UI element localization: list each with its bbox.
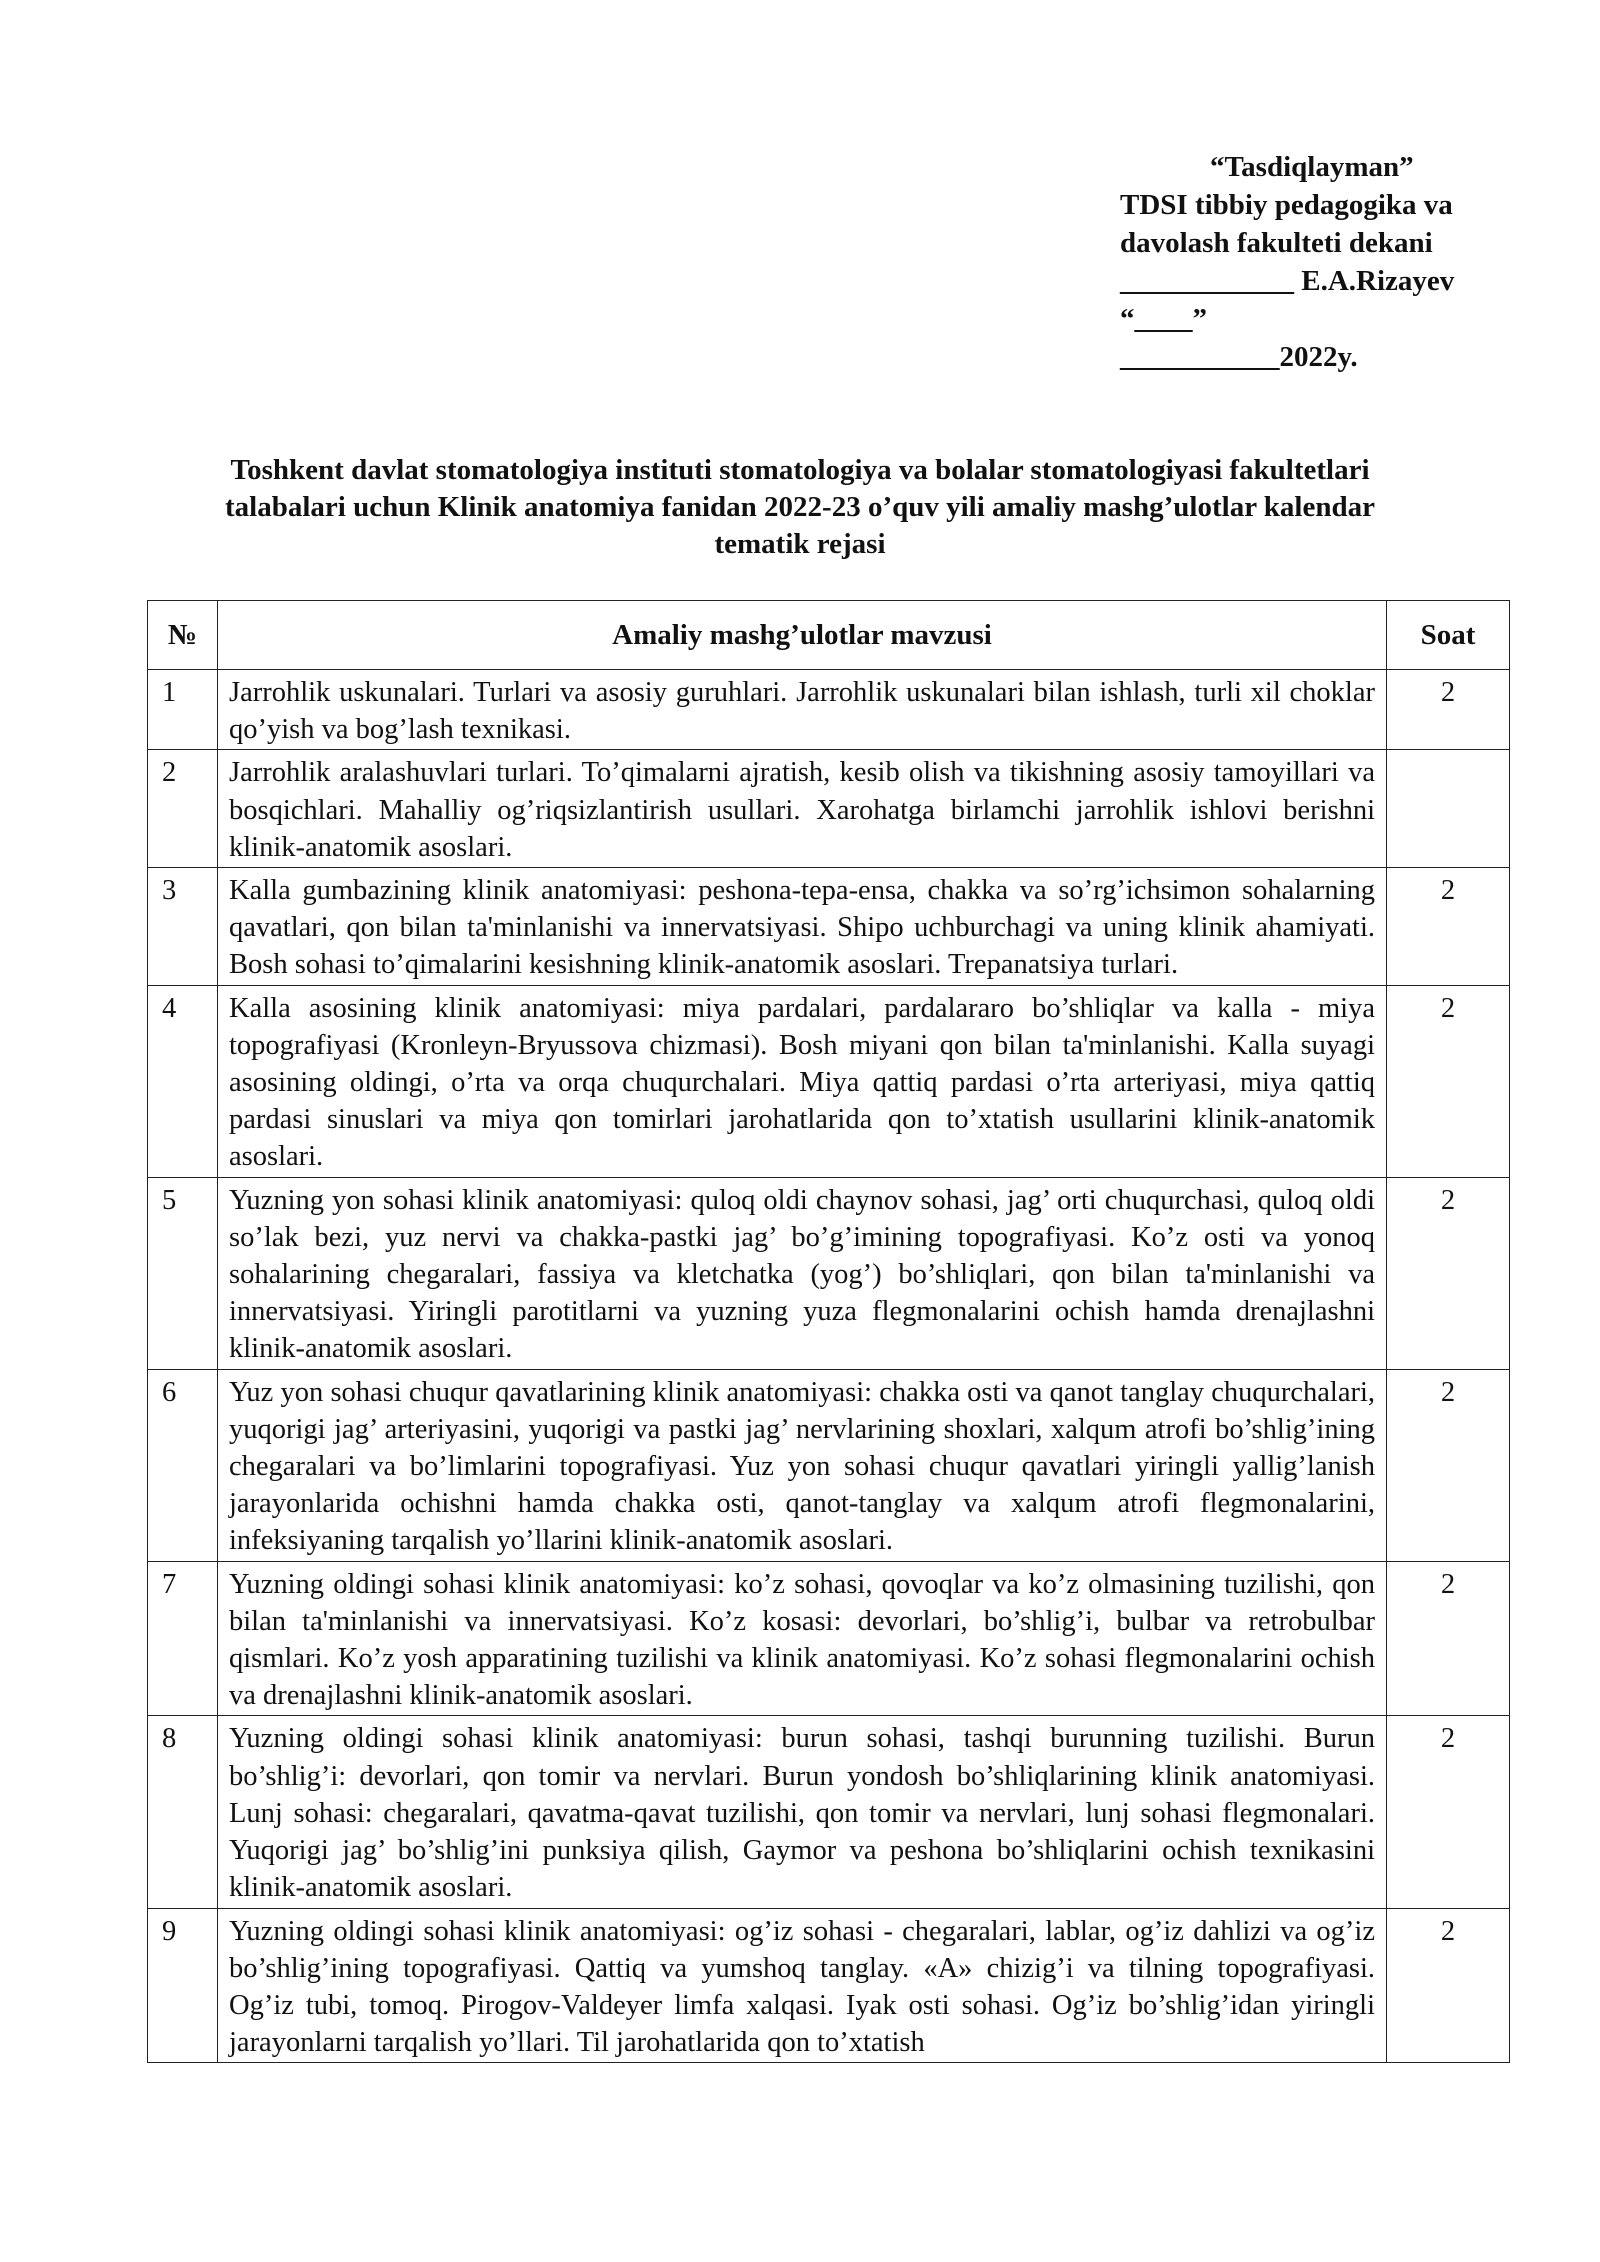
row-topic: Yuzning oldingi sohasi klinik anatomiyasi: ko’z sohasi, qovoqlar va ko’z olmasining tuzilishi, qon bilan ta'minlanishi va innervatsiyasi. Ko’z kosasi: devorlari, bo’shlig’i, bulbar va retrobulbar qismlari. Ko’z yosh apparatining tuzilishi va klinik anatomiyasi. Ko’z sohasi flegmonalarini ochish va drenajlashni klinik-anatomik asoslari.	[218, 1561, 1387, 1716]
approval-block	[1120, 148, 1520, 376]
row-number: 2	[148, 750, 218, 868]
row-topic: Yuz yon sohasi chuqur qavatlarining klinik anatomiyasi: chakka osti va qanot tanglay chuqurchalari, yuqorigi jag’ arteriyasini, yuqorigi va pastki jag’ nervlarining shoxlari, xalqum atrofi bo’shlig’ining chegaralari va bo’limlarini topografiyasi. Yuz yon sohasi chuqur qavatlari yiringli yallig’lanish jarayonlarida ochishni hamda chakka osti, qanot-tanglay va xalqum atrofi flegmonalarini, infeksiyaning tarqalish yo’llarini klinik-anatomik asoslari.	[218, 1369, 1387, 1561]
row-number: 7	[148, 1561, 218, 1716]
header-number: №	[148, 601, 218, 670]
row-topic: Yuzning oldingi sohasi klinik anatomiyasi: og’iz sohasi - chegaralari, lablar, og’iz dahlizi va og’iz bo’shlig’ining topografiyasi. Qattiq va yumshoq tanglay. «A» chizig’i va tilning topografiyasi. Og’iz tubi, tomoq. Pirogov-Valdeyer limfa xalqasi. Iyak osti sohasi. Og’iz bo’shlig’idan yiringli jarayonlarni tarqalish yo’llari. Til jarohatlarida qon to’xtatish	[218, 1908, 1387, 2063]
row-topic: Yuzning oldingi sohasi klinik anatomiyasi: burun sohasi, tashqi burunning tuzilishi. Burun bo’shlig’i: devorlari, qon tomir va nervlari. Burun yondosh bo’shliqlarining klinik anatomiyasi. Lunj sohasi: chegaralari, qavatma-qavat tuzilishi, qon tomir va nervlari, lunj sohasi flegmonalari. Yuqorigi jag’ bo’shlig’ini punksiya qilish, Gaymor va peshona bo’shliqlarini ochish texnikasini klinik-anatomik asoslari.	[218, 1716, 1387, 1908]
row-hours: 2	[1387, 1716, 1510, 1908]
row-topic: Jarrohlik uskunalari. Turlari va asosiy guruhlari. Jarrohlik uskunalari bilan ishlash, turli xil choklar qo’yish va bog’lash texnikasi.	[218, 670, 1387, 750]
row-number: 5	[148, 1177, 218, 1369]
table-row	[148, 750, 1510, 868]
table-row	[148, 670, 1510, 750]
approval-position: davolash fakulteti dekani	[1120, 227, 1433, 259]
table-row	[148, 1561, 1510, 1716]
row-number: 3	[148, 868, 218, 986]
row-number: 6	[148, 1369, 218, 1561]
table-row	[148, 1716, 1510, 1908]
table-row	[148, 985, 1510, 1177]
row-topic: Kalla gumbazining klinik anatomiyasi: peshona-tepa-ensa, chakka va so’rg’ichsimon sohalarning qavatlari, qon bilan ta'minlanishi va innervatsiyasi. Shipo uchburchagi va uning klinik ahamiyati. Bosh sohasi to’qimalarini kesishning klinik-anatomik asoslari. Trepanatsiya turlari.	[218, 868, 1387, 986]
approval-institute: TDSI tibbiy pedagogika va	[1120, 189, 1453, 221]
approval-heading: “Tasdiqlayman”	[1210, 151, 1414, 183]
header-topic: Amaliy mashg’ulotlar mavzusi	[218, 601, 1387, 670]
row-hours: 2	[1387, 985, 1510, 1177]
row-hours	[1387, 750, 1510, 868]
row-number: 8	[148, 1716, 218, 1908]
row-hours: 2	[1387, 1177, 1510, 1369]
table-row	[148, 1177, 1510, 1369]
row-hours: 2	[1387, 1908, 1510, 2063]
row-number: 4	[148, 985, 218, 1177]
row-hours: 2	[1387, 1561, 1510, 1716]
approval-date: ___________2022y.	[1120, 341, 1358, 373]
table-header-row	[148, 601, 1510, 670]
table-row	[148, 1908, 1510, 2063]
row-topic: Jarrohlik aralashuvlari turlari. To’qimalarni ajratish, kesib olish va tikishning asosiy tamoyillari va bosqichlari. Mahalliy og’riqsizlantirish usullari. Xarohatga birlamchi jarrohlik ishlovi berishni klinik-anatomik asoslari.	[218, 750, 1387, 868]
row-hours: 2	[1387, 868, 1510, 986]
table-row	[148, 868, 1510, 986]
row-topic: Yuzning yon sohasi klinik anatomiyasi: quloq oldi chaynov sohasi, jag’ orti chuqurchasi, quloq oldi so’lak bezi, yuz nervi va chakka-pastki jag’ bo’g’imining topografiyasi. Ko’z osti va yonoq sohalarining chegaralari, fassiya va kletchatka (yog’) bo’shliqlari, qon bilan ta'minlanishi va innervatsiyasi. Yiringli parotitlarni va yuzning yuza flegmonalarini ochish hamda drenajlashni klinik-anatomik asoslari.	[218, 1177, 1387, 1369]
table-body	[148, 670, 1510, 2063]
approval-signature: ____________ E.A.Rizayev	[1120, 265, 1455, 297]
row-topic: Kalla asosining klinik anatomiyasi: miya pardalari, pardalararo bo’shliqlar va kalla - miya topografiyasi (Kronleyn-Bryussova chizmasi). Bosh miyani qon bilan ta'minlanishi. Kalla suyagi asosining oldingi, o’rta va orqa chuqurchalari. Miya qattiq pardasi o’rta arteriyasi, miya qattiq pardasi sinuslari va miya qon tomirlari jarohatlarida qon to’xtatish usullarini klinik-anatomik asoslari.	[218, 985, 1387, 1177]
header-hours: Soat	[1387, 601, 1510, 670]
table-row	[148, 1369, 1510, 1561]
approval-day: “____”	[1120, 303, 1207, 335]
row-number: 1	[148, 670, 218, 750]
row-hours: 2	[1387, 1369, 1510, 1561]
row-hours: 2	[1387, 670, 1510, 750]
row-number: 9	[148, 1908, 218, 2063]
document-title: Toshkent davlat stomatologiya instituti stomatologiya va bolalar stomatologiyasi fakultetlari talabalari uchun Klinik anatomiya fanidan 2022-23 o’quv yili amaliy mashg’ulotlar kalendar tematik rejasi	[225, 454, 1375, 560]
lesson-plan-table	[147, 600, 1510, 2063]
